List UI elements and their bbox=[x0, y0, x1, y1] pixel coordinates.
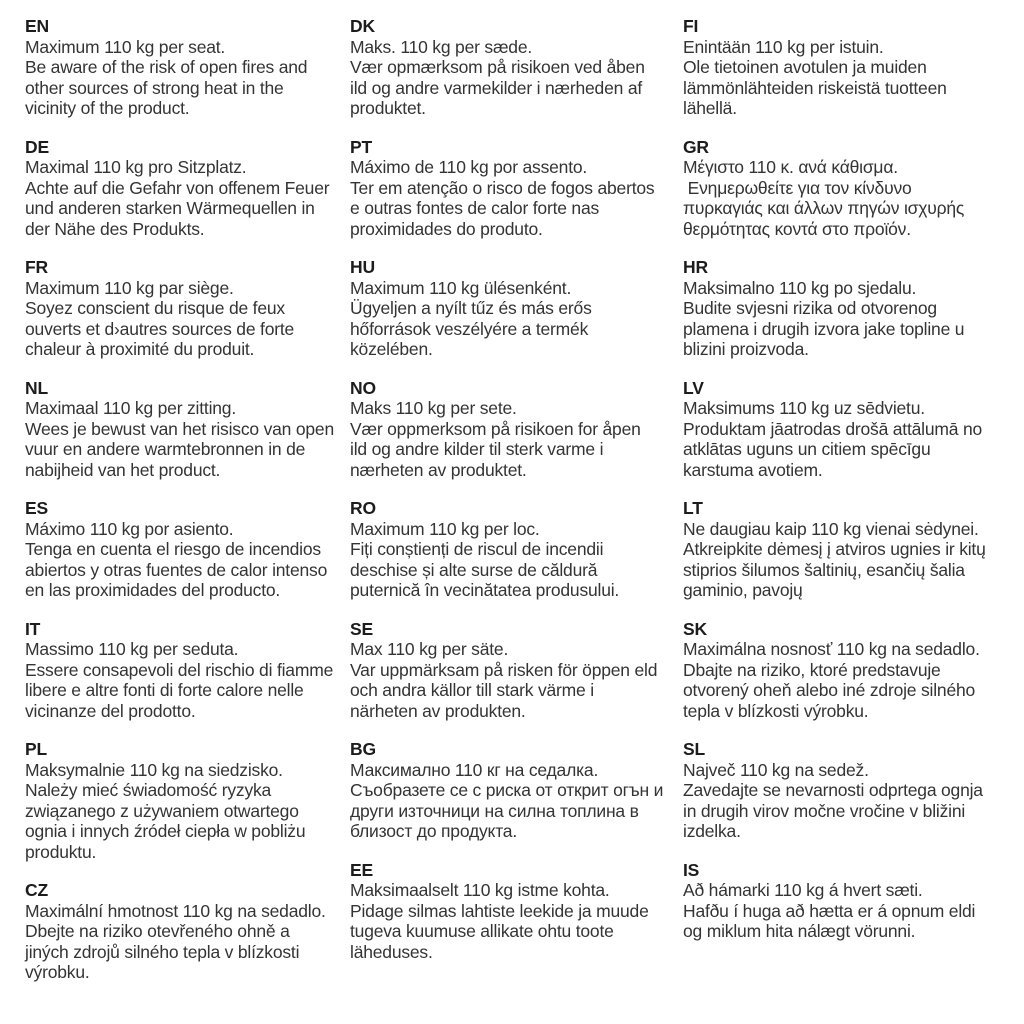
warning-line: lähellä. bbox=[683, 98, 737, 118]
warning-line: Máximo de 110 kg por assento. bbox=[350, 157, 588, 177]
warning-line: Að hámarki 110 kg á hvert sæti. bbox=[683, 880, 923, 900]
warning-section-ee bbox=[350, 860, 683, 963]
warning-line: stiprios šilumos šaltinių, esančių šalia bbox=[683, 559, 965, 580]
warning-line: Ole tietoinen avotulen ja muiden bbox=[683, 57, 927, 77]
warning-section-sl bbox=[683, 739, 1024, 842]
warning-line: produktet. bbox=[350, 98, 426, 118]
warning-line: lämmönlähteiden riskeistä tuotteen bbox=[683, 77, 947, 98]
warning-line: gaminio, pavojų bbox=[683, 580, 803, 600]
warning-line: otvorený oheň alebo iné zdroje silného bbox=[683, 680, 976, 700]
language-code-heading: DE bbox=[25, 136, 49, 157]
warning-line: Μέγιστο 110 κ. ανά κάθισμα. bbox=[683, 157, 898, 177]
warning-line: Maksymalnie 110 kg na siedzisko. bbox=[25, 759, 283, 780]
warning-line: Dbajte na riziko, ktoré predstavuje bbox=[683, 659, 941, 680]
warning-line: abiertos y otras fuentes de calor intenso bbox=[25, 559, 328, 580]
warning-line: och andra källor till stark värme i bbox=[350, 680, 594, 700]
warning-line: og miklum hita nálægt vörunni. bbox=[683, 921, 916, 941]
warning-section-pt bbox=[350, 137, 683, 240]
warning-line: Soyez conscient du risque de feux bbox=[25, 298, 285, 318]
language-code-heading: NL bbox=[25, 377, 48, 398]
warning-line: Maximálna nosnosť 110 kg na sedadlo. bbox=[683, 639, 980, 659]
warning-line: nabijheid van het product. bbox=[25, 459, 221, 480]
warning-line: Massimo 110 kg per seduta. bbox=[25, 639, 239, 659]
warning-line: e outras fontes de calor forte nas bbox=[350, 198, 600, 218]
warning-line: Atkreipkite dėmesį į atviros ugnies ir kitų bbox=[683, 539, 986, 559]
warning-line: výrobku. bbox=[25, 962, 90, 982]
language-code-heading: PT bbox=[350, 136, 372, 157]
warning-line: Največ 110 kg na sedež. bbox=[683, 759, 869, 780]
language-code-heading: LV bbox=[683, 377, 704, 398]
warning-line: Maximum 110 kg per seat. bbox=[25, 36, 226, 57]
warning-line: ognia i innych źródeł ciepła w pobliżu bbox=[25, 821, 306, 841]
warning-line: Wees je bewust van het risisco van open bbox=[25, 418, 334, 439]
warning-line: plamena i drugih izvora jake topline u bbox=[683, 318, 965, 339]
warning-line: Max 110 kg per säte. bbox=[350, 639, 509, 659]
warning-line: vicinity of the product. bbox=[25, 98, 190, 118]
warning-line: ild og andre varmekilder i nærheden af bbox=[350, 77, 643, 98]
language-code-heading: GR bbox=[683, 136, 709, 157]
language-code-heading: HR bbox=[683, 257, 708, 277]
warning-line: Maximum 110 kg per loc. bbox=[350, 518, 540, 539]
warning-line: Achte auf die Gefahr von offenem Feuer bbox=[25, 177, 330, 198]
warning-line: nærheten av produktet. bbox=[350, 459, 527, 480]
language-code-heading: LT bbox=[683, 498, 703, 518]
language-code-heading: RO bbox=[350, 498, 376, 518]
warning-line: other sources of strong heat in the bbox=[25, 77, 284, 98]
warning-line: en las proximidades del producto. bbox=[25, 580, 281, 600]
warning-line: Dbejte na riziko otevřeného ohně a bbox=[25, 921, 290, 941]
warning-line: Maksimums 110 kg uz sēdvietu. bbox=[683, 398, 925, 418]
warning-line: blizini proizvoda. bbox=[683, 339, 809, 359]
warning-section-lv bbox=[683, 378, 1024, 481]
warning-line: Vær oppmerksom på risikoen for åpen bbox=[350, 418, 641, 439]
warning-line: Maks 110 kg per sete. bbox=[350, 398, 517, 418]
warning-line: der Nähe des Produkts. bbox=[25, 218, 205, 239]
language-code-heading: ES bbox=[25, 498, 48, 518]
language-code-heading: DK bbox=[350, 16, 375, 36]
warning-line: Maximaal 110 kg per zitting. bbox=[25, 398, 236, 418]
warning-line: związanego z używaniem otwartego bbox=[25, 800, 299, 821]
language-code-heading: NO bbox=[350, 377, 376, 398]
warning-line: Maks. 110 kg per sæde. bbox=[350, 36, 533, 57]
warning-line: närheten av produkten. bbox=[350, 700, 526, 721]
warning-line: vuur en andere warmtebronnen in de bbox=[25, 439, 306, 459]
warning-line: atklātas uguns un citiem spēcīgu bbox=[683, 439, 931, 459]
language-code-heading: FR bbox=[25, 257, 48, 277]
warning-line: Należy mieć świadomość ryzyka bbox=[25, 780, 272, 800]
warning-section-fi bbox=[683, 16, 1024, 119]
warning-section-de bbox=[25, 137, 350, 240]
warning-section-hu bbox=[350, 257, 683, 360]
warning-section-bg bbox=[350, 739, 683, 842]
warning-section-gr bbox=[683, 137, 1024, 240]
warning-section-nl bbox=[25, 378, 350, 481]
warning-line: hőforrások veszélyére a termék bbox=[350, 318, 589, 339]
warning-section-hr bbox=[683, 257, 1024, 360]
language-column-3 bbox=[683, 16, 1024, 960]
warning-section-cz bbox=[25, 880, 350, 983]
language-code-heading: BG bbox=[350, 739, 376, 759]
warning-line: puternică în vecinătatea produsului. bbox=[350, 580, 620, 600]
warning-line: Maximum 110 kg ülésenként. bbox=[350, 277, 572, 298]
warning-line: vicinanze del prodotto. bbox=[25, 700, 196, 721]
warning-line: ouverts et d›autres sources de forte bbox=[25, 318, 295, 339]
warning-line: Maximal 110 kg pro Sitzplatz. bbox=[25, 157, 247, 177]
warning-line: produktu. bbox=[25, 841, 97, 862]
warning-line: Ügyeljen a nyílt tűz és más erős bbox=[350, 298, 592, 318]
warning-section-is bbox=[683, 860, 1024, 942]
warning-line: Enintään 110 kg per istuin. bbox=[683, 36, 884, 57]
warning-line: Ενημερωθείτε για τον κίνδυνο bbox=[683, 177, 912, 198]
warning-line: deschise și alte surse de căldură bbox=[350, 559, 598, 580]
warning-line: Максимално 110 кг на седалка. bbox=[350, 759, 599, 780]
warning-line: Hafðu í huga að hætta er á opnum eldi bbox=[683, 900, 976, 921]
warning-line: Tenga en cuenta el riesgo de incendios bbox=[25, 539, 321, 559]
language-code-heading: HU bbox=[350, 257, 375, 277]
warning-line: Maximální hmotnost 110 kg na sedadlo. bbox=[25, 900, 326, 921]
warning-line: Съобразете се с риска от открит огън и bbox=[350, 780, 664, 800]
warning-line: und anderen starken Wärmequellen in bbox=[25, 198, 315, 218]
language-code-heading: EE bbox=[350, 859, 373, 880]
warning-line: izdelka. bbox=[683, 821, 741, 841]
language-code-heading: EN bbox=[25, 16, 49, 36]
warning-line: близост до продукта. bbox=[350, 821, 518, 841]
warning-line: Maksimalno 110 kg po sjedalu. bbox=[683, 277, 917, 298]
warning-line: Maximum 110 kg par siège. bbox=[25, 277, 234, 298]
language-code-heading: IS bbox=[683, 859, 700, 880]
language-column-1 bbox=[25, 16, 350, 1001]
warning-line: läheduses. bbox=[350, 941, 433, 962]
warning-line: θερμότητας κοντά στο προϊόν. bbox=[683, 218, 911, 239]
warning-line: Zavedajte se nevarnosti odprtega ognja bbox=[683, 780, 983, 800]
warning-line: други източници на силна топлина в bbox=[350, 800, 639, 821]
warning-section-es bbox=[25, 498, 350, 601]
warning-section-se bbox=[350, 619, 683, 722]
warning-section-fr bbox=[25, 257, 350, 360]
warning-line: tugeva kuumuse allikate ohtu toote bbox=[350, 921, 614, 941]
warning-section-ro bbox=[350, 498, 683, 601]
language-code-heading: IT bbox=[25, 618, 41, 639]
language-code-heading: SE bbox=[350, 618, 373, 639]
warning-line: chaleur à proximité du produit. bbox=[25, 339, 255, 359]
warning-section-lt bbox=[683, 498, 1024, 601]
warning-line: Budite svjesni rizika od otvorenog bbox=[683, 298, 937, 318]
warning-line: Produktam jāatrodas drošā attālumā no bbox=[683, 418, 983, 439]
warning-line: in drugih virov močne vročine v bližini bbox=[683, 800, 966, 821]
warning-line: ild og andre kilder til sterk varme i bbox=[350, 439, 604, 459]
warning-line: Maksimaalselt 110 kg istme kohta. bbox=[350, 880, 610, 900]
warning-section-sk bbox=[683, 619, 1024, 722]
warning-line: karstuma avotiem. bbox=[683, 459, 823, 480]
warning-line: Ter em atenção o risco de fogos abertos bbox=[350, 177, 655, 198]
warning-line: libere e altre fonti di forte calore nelle bbox=[25, 680, 304, 700]
warning-line: Pidage silmas lahtiste leekide ja muude bbox=[350, 900, 649, 921]
warning-line: Essere consapevoli del rischio di fiamme bbox=[25, 659, 334, 680]
warning-line: proximidades do produto. bbox=[350, 218, 543, 239]
warning-line: πυρκαγιάς και άλλων πηγών ισχυρής bbox=[683, 198, 965, 218]
warning-line: Ne daugiau kaip 110 kg vienai sėdynei. bbox=[683, 518, 979, 539]
warning-section-dk bbox=[350, 16, 683, 119]
warning-section-it bbox=[25, 619, 350, 722]
language-column-2 bbox=[350, 16, 683, 980]
warning-line: Máximo 110 kg por asiento. bbox=[25, 518, 234, 539]
warning-line: tepla v blízkosti výrobku. bbox=[683, 700, 869, 721]
language-code-heading: PL bbox=[25, 739, 47, 759]
warning-line: Var uppmärksam på risken för öppen eld bbox=[350, 659, 658, 680]
warning-line: Be aware of the risk of open fires and bbox=[25, 57, 308, 77]
warning-section-en bbox=[25, 16, 350, 119]
warning-section-no bbox=[350, 378, 683, 481]
warning-section-pl bbox=[25, 739, 350, 862]
warning-line: jiných zdrojů silného tepla v blízkosti bbox=[25, 941, 300, 962]
language-code-heading: SK bbox=[683, 618, 707, 639]
warning-line: Vær opmærksom på risikoen ved åben bbox=[350, 57, 645, 77]
warning-line: Fiți conștienți de riscul de incendii bbox=[350, 539, 604, 559]
language-code-heading: SL bbox=[683, 739, 705, 759]
language-code-heading: CZ bbox=[25, 880, 48, 900]
warning-line: közelében. bbox=[350, 339, 433, 359]
language-code-heading: FI bbox=[683, 16, 699, 36]
